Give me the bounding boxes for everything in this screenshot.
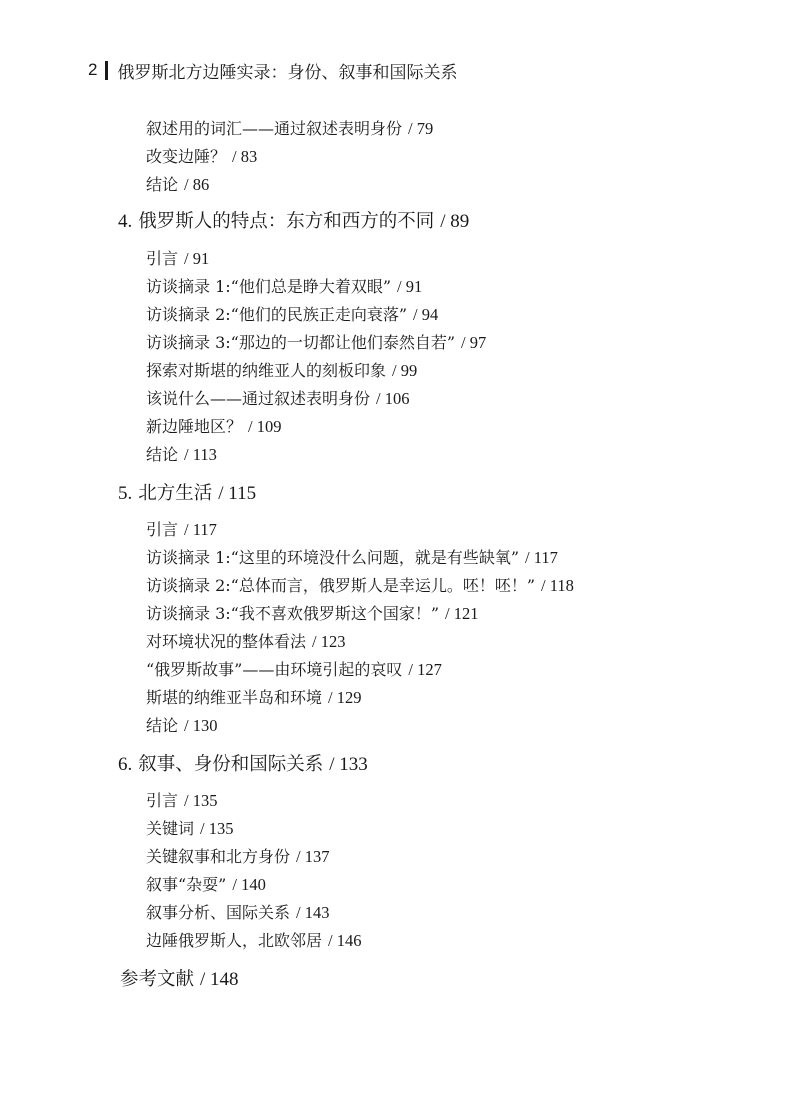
toc-entry-title: 叙事分析、国际关系	[146, 903, 291, 922]
book-title: 俄罗斯北方边陲实录：身份、叙事和国际关系	[117, 62, 458, 83]
toc-entry-title: 斯堪的纳维亚半岛和环境	[146, 688, 323, 707]
toc-entry-page: / 94	[413, 305, 439, 324]
toc-entry-page: / 79	[408, 119, 434, 138]
toc-references[interactable]	[120, 967, 239, 993]
toc-entry-page: / 135	[184, 791, 218, 810]
toc-entry-page: / 123	[312, 632, 346, 651]
toc-entry-title: 叙述用的词汇——通过叙述表明身份	[146, 119, 403, 138]
toc-entry-title: 对环境状况的整体看法	[146, 632, 307, 651]
toc-entry-title: 引言	[146, 791, 179, 810]
running-header	[88, 58, 457, 82]
toc-entry-title: 访谈摘录 3:“我不喜欢俄罗斯这个国家！”	[146, 604, 440, 623]
toc-chapter-5[interactable]	[118, 481, 256, 507]
toc-entry[interactable]	[146, 818, 233, 840]
toc-entry[interactable]	[146, 631, 345, 653]
chapter-number: 5.	[118, 483, 133, 504]
toc-chapter-4[interactable]	[118, 209, 469, 235]
toc-entry[interactable]	[146, 388, 409, 410]
toc-entry-page: / 117	[525, 548, 558, 567]
toc-entry-page: / 130	[184, 716, 218, 735]
toc-entry-page: / 143	[296, 903, 330, 922]
toc-entry-page: / 137	[296, 847, 330, 866]
toc-entry[interactable]	[146, 547, 558, 569]
chapter-page: / 133	[329, 754, 368, 775]
toc-entry-page: / 146	[328, 931, 362, 950]
toc-entry[interactable]	[146, 874, 266, 896]
toc-entry-page: / 97	[461, 333, 487, 352]
toc-entry-page: / 106	[376, 389, 410, 408]
toc-entry-page: / 129	[328, 688, 362, 707]
toc-entry-title: 结论	[146, 445, 179, 464]
toc-entry-page: / 91	[397, 277, 423, 296]
toc-entry[interactable]	[146, 519, 217, 541]
toc-chapter-6[interactable]	[118, 752, 368, 778]
toc-entry-title: 结论	[146, 175, 179, 194]
toc-entry-title: 访谈摘录 2:“他们的民族正走向衰落”	[146, 305, 408, 324]
toc-entry-title: 新边陲地区？	[146, 417, 243, 436]
toc-entry-page: / 117	[184, 520, 217, 539]
toc-entry-title: 引言	[146, 249, 179, 268]
toc-entry[interactable]	[146, 846, 329, 868]
toc-entry[interactable]	[146, 575, 574, 597]
toc-entry[interactable]	[146, 174, 209, 196]
toc-entry-title: 引言	[146, 520, 179, 539]
toc-entry-title: 访谈摘录 1:“这里的环境没什么问题，就是有些缺氧”	[146, 548, 520, 567]
toc-entry-page: / 127	[408, 660, 442, 679]
toc-entry[interactable]	[146, 930, 361, 952]
toc-entry[interactable]	[146, 603, 479, 625]
toc-entry[interactable]	[146, 146, 257, 168]
toc-entry-title: 访谈摘录 1:“他们总是睁大着双眼”	[146, 277, 392, 296]
toc-entry[interactable]	[146, 118, 433, 140]
chapter-number: 6.	[118, 754, 133, 775]
toc-entry-page: / 99	[392, 361, 418, 380]
chapter-title: 北方生活	[138, 483, 213, 504]
toc-entry-title: 该说什么——通过叙述表明身份	[146, 389, 371, 408]
toc-entry-title: 访谈摘录 2:“总体而言，俄罗斯人是幸运儿。呸！呸！”	[146, 576, 536, 595]
toc-entry[interactable]	[146, 790, 217, 812]
toc-entry[interactable]	[146, 276, 422, 298]
chapter-page: / 89	[440, 211, 470, 232]
toc-entry[interactable]	[146, 444, 217, 466]
toc-entry[interactable]	[146, 902, 329, 924]
chapter-title: 俄罗斯人的特点：东方和西方的不同	[138, 211, 435, 232]
toc-entry-title: 关键叙事和北方身份	[146, 847, 291, 866]
toc-entry[interactable]	[146, 248, 209, 270]
toc-entry-page: / 118	[541, 576, 574, 595]
toc-entry-page: / 140	[232, 875, 266, 894]
header-divider	[105, 61, 108, 80]
toc-entry[interactable]	[146, 332, 486, 354]
chapter-page: / 115	[218, 483, 257, 504]
toc-entry[interactable]	[146, 715, 217, 737]
toc-entry-page: / 113	[184, 445, 217, 464]
toc-entry[interactable]	[146, 360, 417, 382]
toc-entry[interactable]	[146, 416, 281, 438]
toc-entry-title: “俄罗斯故事”——由环境引起的哀叹	[146, 660, 403, 679]
toc-entry-title: 探索对斯堪的纳维亚人的刻板印象	[146, 361, 387, 380]
toc-entry-title: 关键词	[146, 819, 195, 838]
toc-entry-page: / 86	[184, 175, 210, 194]
toc-entry-title: 改变边陲？	[146, 147, 227, 166]
toc-entry-page: / 91	[184, 249, 210, 268]
toc-entry-page: / 135	[200, 819, 234, 838]
toc-entry-title: 结论	[146, 716, 179, 735]
chapter-number: 4.	[118, 211, 133, 232]
toc-entry-title: 访谈摘录 3:“那边的一切都让他们泰然自若”	[146, 333, 456, 352]
toc-entry[interactable]	[146, 304, 438, 326]
toc-entry-page: / 121	[445, 604, 479, 623]
toc-entry[interactable]	[146, 659, 442, 681]
toc-entry-title: 边陲俄罗斯人，北欧邻居	[146, 931, 323, 950]
page-number: 2	[88, 60, 98, 79]
references-page: / 148	[200, 969, 239, 990]
toc-entry-title: 叙事“杂耍”	[146, 875, 227, 894]
toc-entry-page: / 109	[248, 417, 282, 436]
toc-entry-page: / 83	[232, 147, 258, 166]
references-title: 参考文献	[120, 969, 195, 990]
toc-entry[interactable]	[146, 687, 361, 709]
chapter-title: 叙事、身份和国际关系	[138, 754, 324, 775]
